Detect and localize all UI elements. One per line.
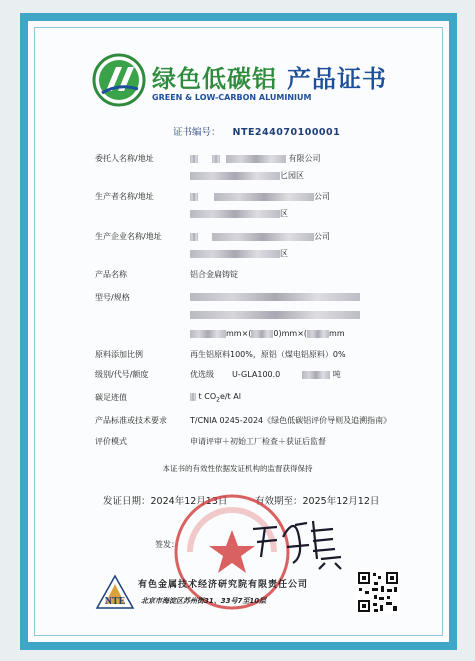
certificate-number-value: NTE244070100001	[232, 127, 341, 138]
grade-prefix: 优选级	[190, 370, 214, 379]
green-aluminium-logo-icon	[92, 53, 146, 107]
grade-value	[190, 369, 341, 380]
brand-title-certificate: 产品证书	[287, 65, 387, 93]
client-label: 委托人名称/地址	[95, 154, 154, 163]
issue-date-label: 发证日期：	[103, 496, 151, 507]
client-suffix2: 匕园区	[280, 171, 304, 180]
expiry-date-label: 有效期至：	[255, 496, 303, 507]
issuer-address: 北京市海淀区苏州街31、33号7至10层	[141, 597, 267, 605]
model-spec-1: mm×(	[226, 329, 252, 338]
footprint-value	[190, 392, 241, 404]
expiry-date-value: 2025年12月12日	[302, 496, 380, 507]
enterprise-value-line2	[190, 248, 288, 259]
standard-label: 产品标准或技术要求	[95, 416, 167, 425]
product-label: 产品名称	[95, 270, 127, 279]
model-label: 型号/规格	[95, 293, 130, 302]
nte-logo-icon	[95, 574, 135, 610]
brand-title-green: 绿色低碳铝	[152, 65, 277, 93]
producer-value-line1	[190, 191, 330, 202]
client-suffix: 有限公司	[288, 154, 321, 163]
model-spec-2: 0)mm×(	[273, 329, 308, 338]
footprint-label: 碳足迹值	[95, 393, 127, 402]
raw-ratio-value: 再生铝原料100%，原铝（煤电铝原料）0%	[190, 350, 346, 359]
mode-label: 评价模式	[95, 437, 127, 446]
issuer-name: 有色金属技术经济研究院有限责任公司	[138, 580, 309, 590]
footprint-tail: e/t Al	[219, 392, 241, 401]
enterprise-label: 生产企业名称/地址	[95, 232, 162, 241]
grade-code: U-GLA100.0	[232, 370, 281, 379]
producer-suffix: 公司	[314, 192, 330, 201]
grade-label: 级别/代号/额度	[95, 370, 149, 379]
handwritten-signature	[247, 507, 347, 571]
model-value-line2	[190, 310, 360, 319]
signature-label: 签发：	[155, 540, 179, 549]
brand-header	[92, 53, 422, 113]
model-value-line1	[190, 292, 360, 301]
model-spec-3: mm	[329, 329, 345, 338]
client-value-line2	[190, 170, 304, 181]
certificate-number	[173, 124, 340, 138]
nte-logo-text: NTE	[104, 596, 126, 607]
raw-ratio-label: 原料添加比例	[95, 350, 143, 359]
footprint-sub: 2	[216, 396, 220, 404]
product-value: 铝合金扁铸锭	[190, 270, 238, 279]
enterprise-value-line1	[190, 231, 330, 242]
producer-suffix2: 区	[280, 209, 288, 218]
mode-value: 申请评审＋初始工厂检查＋获证后监督	[190, 437, 326, 446]
validity-note: 本证书的有效性依据发证机构的监督获得保持	[162, 464, 313, 473]
enterprise-suffix2: 区	[280, 249, 288, 258]
certificate-number-label: 证书编号：	[173, 127, 221, 138]
producer-label: 生产者名称/地址	[95, 192, 154, 201]
standard-value: T/CNIA 0245-2024《绿色低碳铝评价导则及追溯指南》	[190, 416, 392, 425]
producer-value-line2	[190, 208, 288, 219]
brand-title	[152, 59, 387, 94]
issue-date-value: 2024年12月13日	[150, 496, 228, 507]
qr-code-icon	[356, 570, 400, 614]
enterprise-suffix: 公司	[314, 232, 330, 241]
model-value-line3	[190, 329, 345, 338]
grade-unit: 吨	[332, 370, 341, 379]
client-value-line1	[190, 153, 321, 164]
brand-english-title: GREEN & LOW-CARBON ALUMINIUM	[152, 93, 312, 102]
footprint-unit: t CO	[198, 392, 217, 401]
